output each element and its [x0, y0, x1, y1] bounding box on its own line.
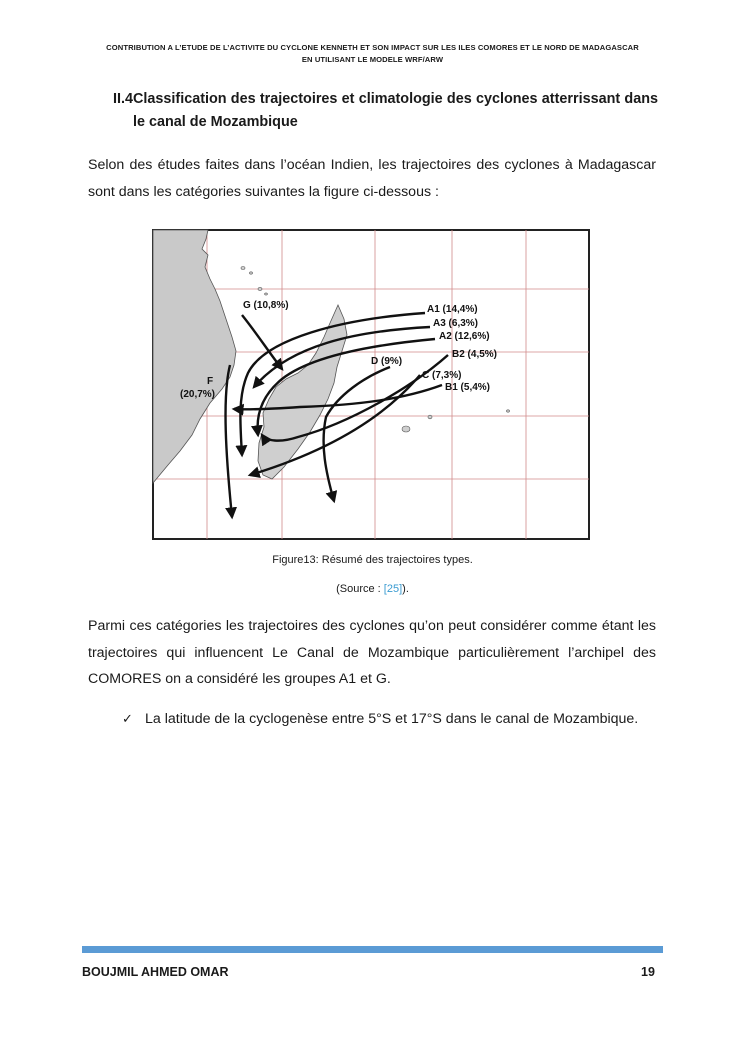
label-c: C (7,3%) — [422, 370, 462, 381]
intro-paragraph: Selon des études faites dans l’océan Indien, les trajectoires des cyclones à Madagascar sont dans les catégories suivantes la figure ci-dessous : — [88, 157, 656, 200]
label-f-percent: (20,7%) — [180, 389, 216, 400]
footer-author: BOUJMIL AHMED OMAR — [82, 965, 229, 979]
bullet-text: La latitude de la cyclogenèse entre 5°S et 17°S dans le canal de Mozambique. — [145, 711, 639, 727]
label-b2: B2 (4,5%) — [452, 349, 498, 360]
label-f-letter: F — [207, 376, 214, 387]
running-header-line-2: EN UTILISANT LE MODELE WRF/ARW — [301, 55, 444, 64]
trajectory-map-figure — [150, 227, 592, 542]
checkmark-icon: ✓ — [122, 712, 133, 727]
body-paragraph: Parmi ces catégories les trajectoires des cyclones qu’on peut considérer comme étant les trajectoires qui influencent Le Canal de Mozambique particulièrement l’archipel des COMORES on a considéré les groupes A1 et G. — [88, 618, 656, 687]
section-title: Classification des trajectoires et climatologie des cyclones atterrissant dans le canal de Mozambique — [133, 91, 658, 130]
footer-rule — [82, 946, 663, 953]
running-header-line-1: CONTRIBUTION A L’ETUDE DE L’ACTIVITE DU CYCLONE KENNETH ET SON IMPACT SUR LES ILES COMORES ET LE NORD DE MADAGASCAR — [106, 43, 639, 52]
figure-caption: Figure13: Résumé des trajectoires types. — [272, 554, 473, 566]
label-d: D (9%) — [371, 356, 403, 367]
label-a3: A3 (6,3%) — [433, 318, 479, 329]
label-a2: A2 (12,6%) — [439, 331, 490, 342]
source-suffix: ). — [402, 583, 409, 595]
source-reference-link[interactable]: [25] — [383, 583, 403, 595]
source-prefix: (Source : — [336, 583, 384, 595]
running-header — [0, 42, 745, 66]
page-number: 19 — [641, 965, 655, 979]
label-g: G (10,8%) — [243, 300, 289, 311]
section-number: II.4 — [113, 91, 133, 107]
label-a1: A1 (14,4%) — [427, 304, 478, 315]
label-b1: B1 (5,4%) — [445, 382, 491, 393]
figure-source — [0, 582, 745, 596]
bullet-item — [122, 706, 656, 733]
section-heading — [113, 88, 658, 134]
